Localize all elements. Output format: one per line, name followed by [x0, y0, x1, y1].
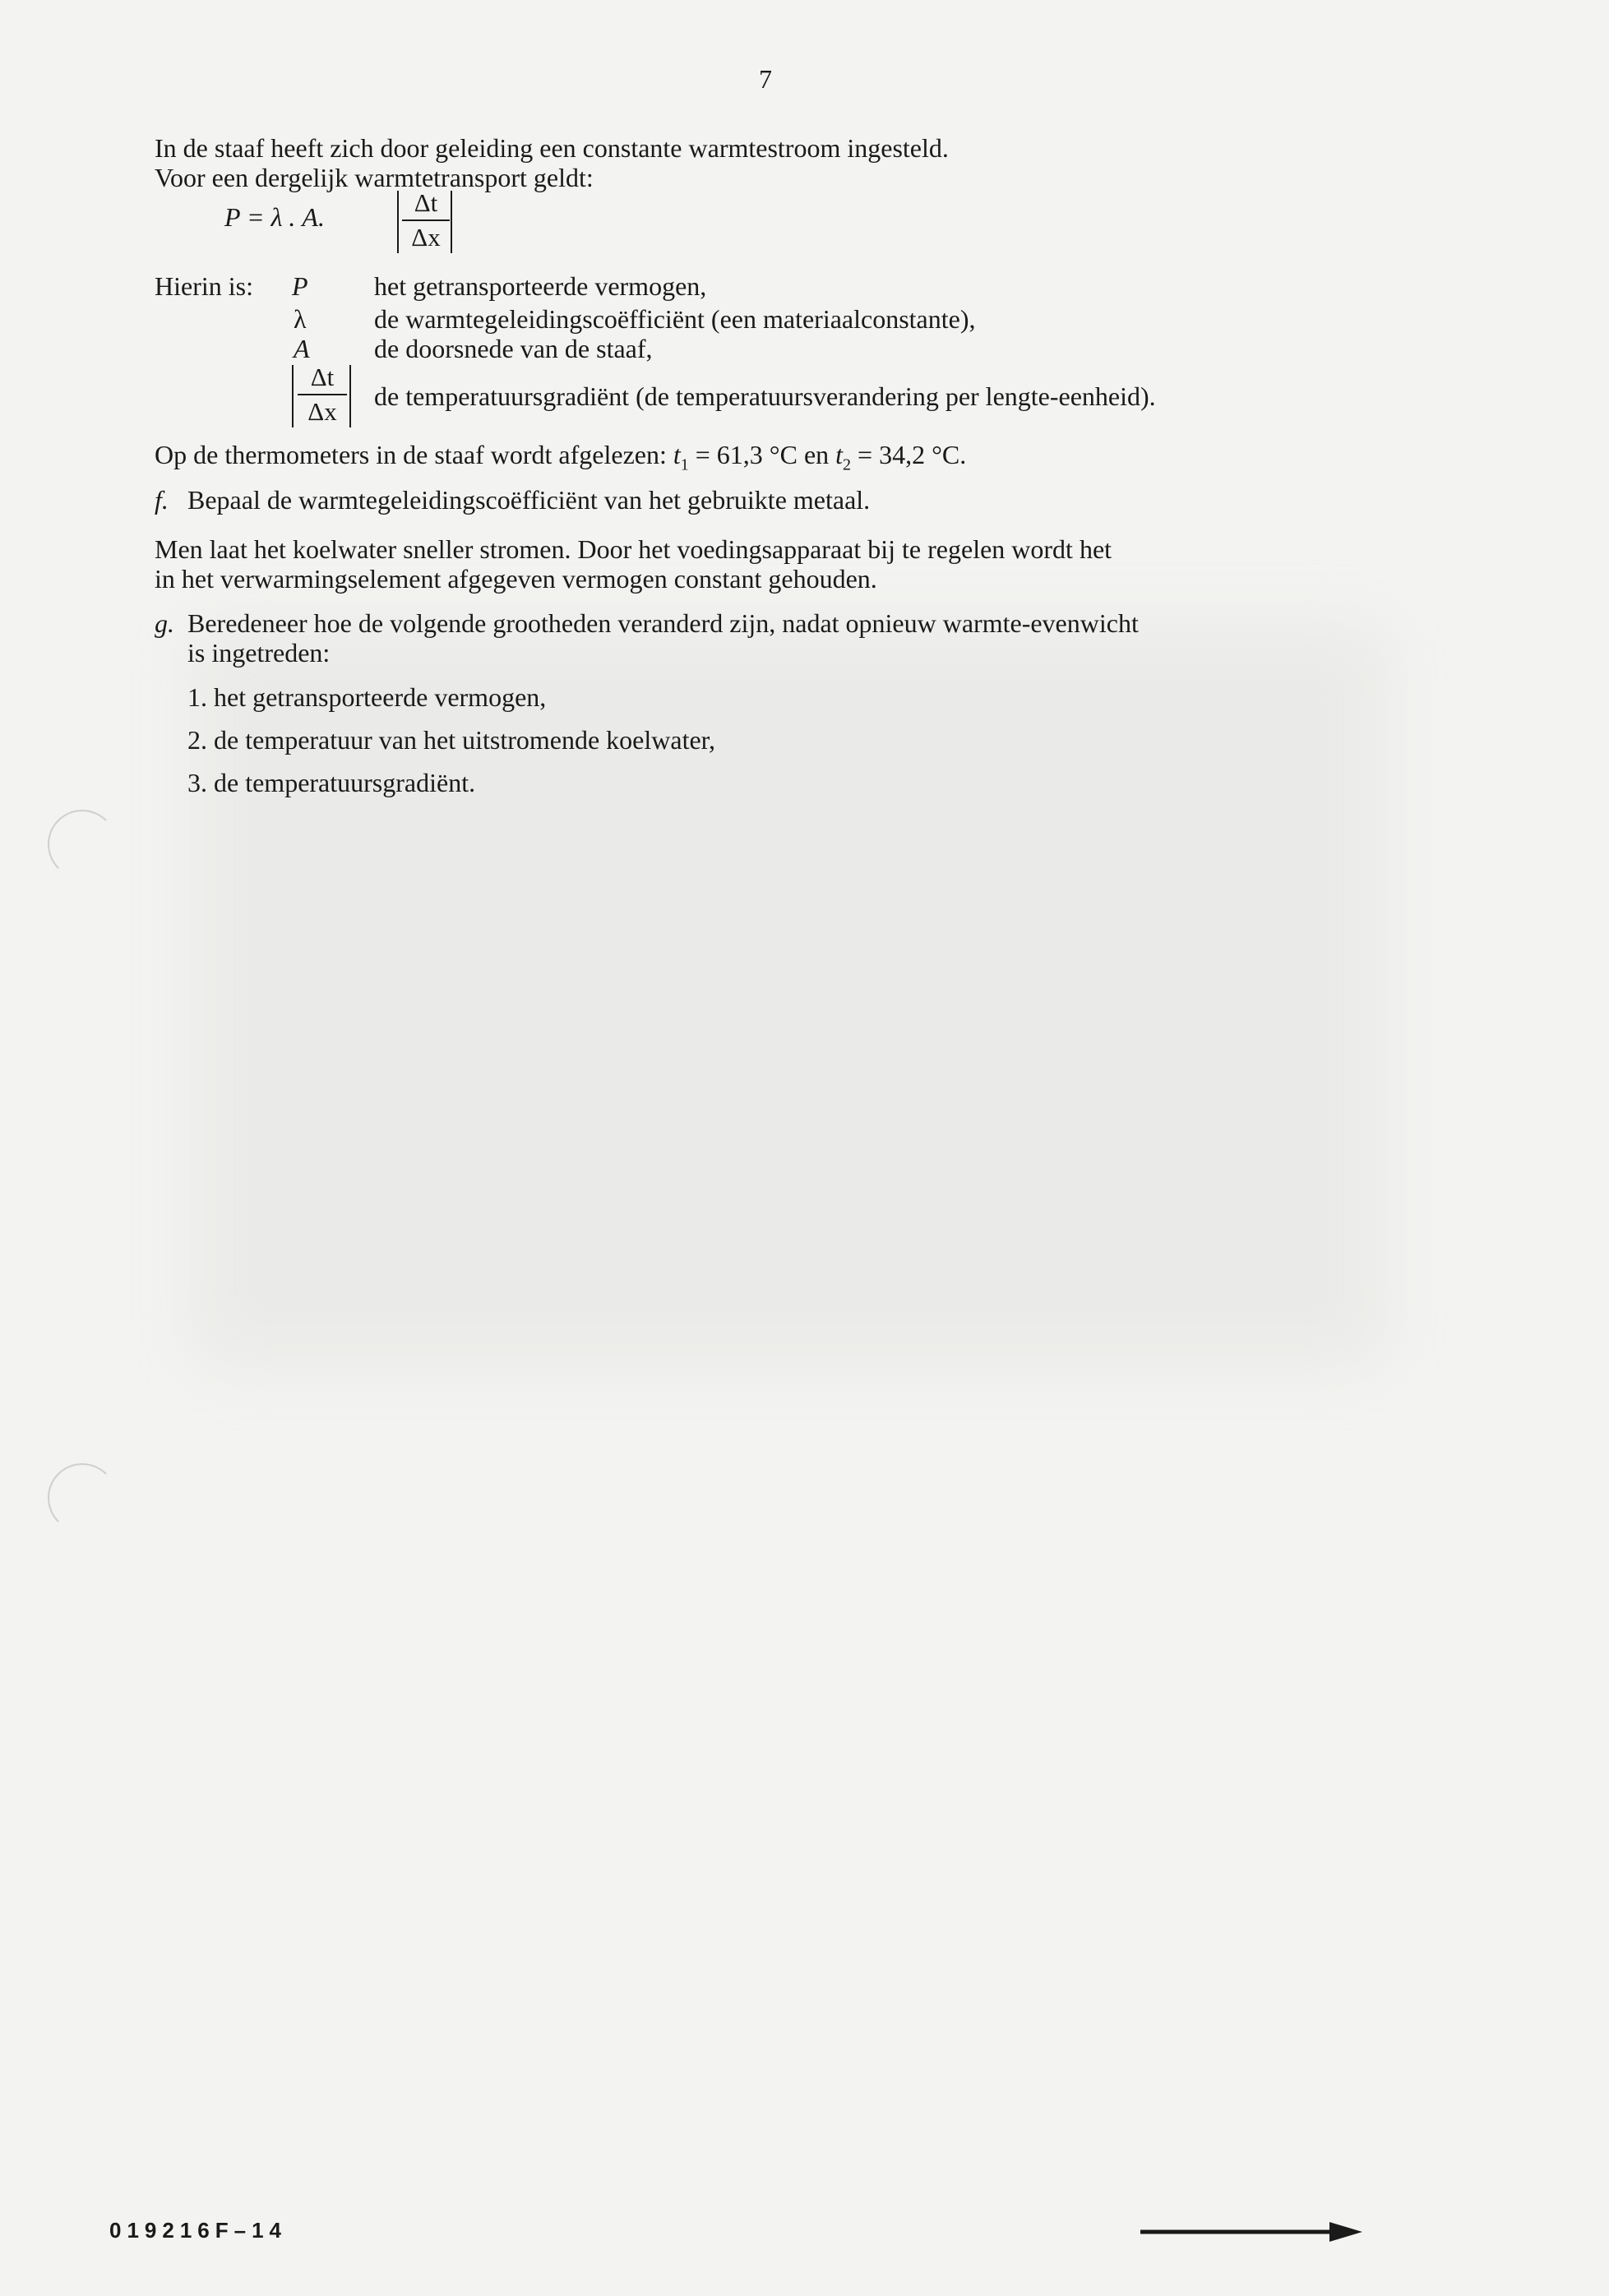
formula-abs-bar-right [451, 191, 452, 253]
question-g-item-2: 2. de temperatuur van het uitstromende koelwater, [187, 725, 716, 755]
gradient-fraction [298, 362, 347, 427]
t2-value: = 34,2 °C. [858, 440, 967, 469]
formula-denominator: Δx [411, 223, 441, 252]
gradient-numerator: Δt [310, 363, 335, 391]
question-g-letter: g. [155, 608, 174, 638]
t2-subscript: 2 [843, 455, 852, 474]
intro-line-1: In de staaf heeft zich door geleiding een constante warmtestroom ingesteld. [155, 133, 949, 163]
definition-text-a: de doorsnede van de staaf, [374, 334, 653, 363]
paragraph2-line-1: Men laat het koelwater sneller stromen. Door het voedingsapparaat bij te regelen wordt het [155, 534, 1112, 564]
punch-hole-lower [48, 1463, 117, 1532]
footer-code: 019216F–14 [109, 2218, 288, 2243]
question-g-line-1: Beredeneer hoe de volgende grootheden veranderd zijn, nadat opnieuw warmte-evenwicht [187, 608, 1139, 638]
gradient-abs-bar-left [292, 365, 294, 427]
question-g-item-3: 3. de temperatuursgradiënt. [187, 768, 476, 797]
formula-fraction-bar [402, 219, 450, 221]
t1-subscript: 1 [680, 455, 689, 474]
definition-symbol-a: A [294, 334, 310, 363]
question-f-text: Bepaal de warmtegeleidingscoëfficiënt van het gebruikte metaal. [187, 485, 871, 515]
t1-symbol: t [673, 440, 681, 469]
page-number: 7 [759, 64, 772, 94]
next-page-arrow-icon [1140, 2220, 1362, 2244]
t1-value: = 61,3 °C en [695, 440, 830, 469]
question-g-item-1: 1. het getransporteerde vermogen, [187, 682, 547, 712]
definition-symbol-p: P [292, 271, 308, 301]
thermometer-prefix: Op de thermometers in de staaf wordt afgelezen: [155, 440, 667, 469]
gradient-denominator: Δx [307, 397, 337, 426]
definitions-hierin-label: Hierin is: [155, 271, 253, 301]
question-g-line-2: is ingetreden: [187, 638, 331, 668]
thermometer-line [155, 438, 966, 481]
paragraph2-line-2: in het verwarmingselement afgegeven vermogen constant gehouden. [155, 564, 877, 594]
gradient-fraction-bar [298, 394, 347, 395]
definition-symbol-lambda: λ [294, 304, 307, 334]
formula-numerator: Δt [414, 188, 438, 217]
punch-hole-upper [48, 810, 117, 879]
intro-line-2: Voor een dergelijk warmtetransport geldt: [155, 163, 594, 192]
definition-text-p: het getransporteerde vermogen, [374, 271, 707, 301]
t2-symbol: t [835, 440, 844, 469]
gradient-abs-bar-right [349, 365, 351, 427]
definition-text-lambda: de warmtegeleidingscoëfficiënt (een materiaalconstante), [374, 304, 976, 334]
formula-lhs: P = λ . A. [224, 202, 325, 232]
definition-text-gradient: de temperatuursgradiënt (de temperatuursverandering per lengte-eenheid). [374, 381, 1156, 411]
question-f-letter: f. [155, 485, 169, 515]
formula-fraction [402, 187, 450, 253]
formula-abs-bar-left [397, 191, 399, 253]
